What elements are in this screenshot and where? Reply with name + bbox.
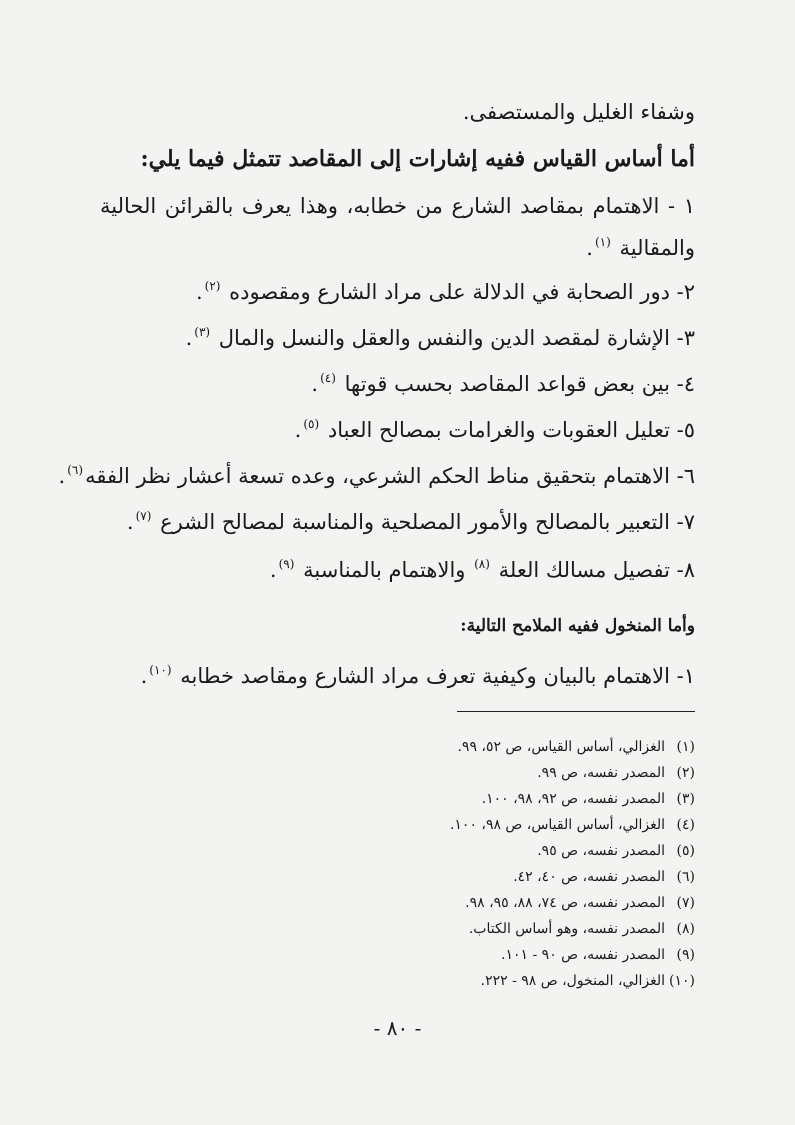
footnote-2 [100,763,695,783]
footnote-number: (١) [676,739,695,755]
item-text: ٦- الاهتمام بتحقيق مناط الحكم الشرعي، وعده تسعة أعشار نظر الفقه [85,464,695,488]
footnote-ref[interactable]: (١) [594,235,611,249]
footnote-ref[interactable]: (١٠) [149,663,172,677]
qiyas-item-7: ٧- التعبير بالمصالح والأمور المصلحية والمناسبة لمصالح الشرع $^{(٧)}$. [126,509,695,534]
item-text: ٢- دور الصحابة في الدلالة على مراد الشارع ومقصوده [229,280,695,304]
footnote-9 [100,945,695,965]
item-text: ٨- تفصيل مسالك العلة [498,558,695,582]
footnote-text: الغزالي، أساس القياس، ص ٩٨، ١٠٠. [449,817,665,833]
item-text: ٥- تعليل العقوبات والغرامات بمصالح العباد [327,418,695,442]
footnote-number: (٢) [676,765,695,781]
footnote-separator [457,711,695,712]
footnote-number: (٨) [676,921,695,937]
footnote-text: المصدر نفسه، وهو أساس الكتاب. [468,921,665,937]
footnote-number: (٩) [676,947,695,963]
footnote-6 [100,867,695,887]
item-text: ١ - الاهتمام بمقاصد الشارع من خطابه، وهذا يعرف بالقرائن الحالية [100,194,695,218]
footnote-ref[interactable]: (٩) [278,557,295,571]
footnote-number: (٤) [676,817,695,833]
footnote-ref[interactable]: (٢) [204,279,221,293]
footnote-ref[interactable]: (٨) [474,557,490,571]
footnote-number: (٦) [676,869,695,885]
qiyas-item-2: ٢- دور الصحابة في الدلالة على مراد الشارع ومقصوده $^{(٢)}$. [195,279,695,304]
footnote-8 [100,919,695,939]
footnote-ref[interactable]: (٧) [135,509,152,523]
qiyas-item-1-line-1 [100,192,695,220]
footnote-text: المصدر نفسه، ص ٩٥. [537,843,665,859]
qiyas-item-3: ٣- الإشارة لمقصد الدين والنفس والعقل والنسل والمال $^{(٣)}$. [185,325,695,350]
footnote-3 [100,789,695,809]
footnote-text: الغزالي، أساس القياس، ص ٥٢، ٩٩. [457,739,665,755]
item-text: والمقالية [619,236,695,260]
footnote-4 [100,815,695,835]
footnote-1 [100,737,695,757]
footnote-5 [100,841,695,861]
qiyas-item-4: ٤- بين بعض قواعد المقاصد بحسب قوتها $^{(٤)}$. [311,371,695,396]
item-text: ٤- بين بعض قواعد المقاصد بحسب قوتها [344,372,695,396]
item-text: ٣- الإشارة لمقصد الدين والنفس والعقل والنسل والمال [218,326,695,350]
footnote-number: (٧) [676,895,695,911]
intro-line [100,98,695,126]
qiyas-item-1-line-2: والمقالية $^{(١)}$. [586,235,695,260]
heading-text: أما أساس القياس ففيه إشارات إلى المقاصد تتمثل فيما يلي: [140,146,695,172]
footnote-text: المصدر نفسه، ص ٩٢، ٩٨، ١٠٠. [481,791,665,807]
qiyas-item-6: ٦- الاهتمام بتحقيق مناط الحكم الشرعي، وعده تسعة أعشار نظر الفقه$^{(٦)}$. [58,463,695,488]
footnote-number: (٣) [676,791,695,807]
footnote-ref[interactable]: (٦) [67,463,84,477]
item-text: والاهتمام بالمناسبة [303,558,466,582]
item-text: ٧- التعبير بالمصالح والأمور المصلحية والمناسبة لمصالح الشرع [160,510,695,534]
intro-text: وشفاء الغليل والمستصفى. [462,100,695,124]
qiyas-item-8: ٨- تفصيل مسالك العلة $^{(٨)}$ والاهتمام بالمناسبة $^{(٩)}$. [269,557,695,582]
footnote-10 [100,971,695,991]
mankhul-item-1: ١- الاهتمام بالبيان وكيفية تعرف مراد الشارع ومقاصد خطابه $^{(١٠)}$. [140,663,695,688]
footnote-number: (٥) [676,843,695,859]
section-heading-mankhul [100,612,695,640]
footnote-ref[interactable]: (٤) [320,371,336,385]
page-number: - ٨٠ - [373,1016,422,1040]
footnote-text: الغزالي، المنخول، ص ٩٨ - ٢٢٢. [480,973,665,989]
heading-text: وأما المنخول ففيه الملامح التالية: [460,616,695,636]
footnote-ref[interactable]: (٥) [303,417,320,431]
footnote-text: المصدر نفسه، ص ٧٤، ٨٨، ٩٥، ٩٨. [465,895,665,911]
footnote-number: (١٠) [669,973,695,989]
section-heading-qiyas [100,145,695,173]
footnote-text: المصدر نفسه، ص ٩٩. [537,765,665,781]
footnote-ref[interactable]: (٣) [194,325,211,339]
qiyas-item-5: ٥- تعليل العقوبات والغرامات بمصالح العباد $^{(٥)}$. [294,417,695,442]
footnote-text: المصدر نفسه، ص ٩٠ - ١٠١. [501,947,665,963]
footnote-7 [100,893,695,913]
item-text: ١- الاهتمام بالبيان وكيفية تعرف مراد الشارع ومقاصد خطابه [180,664,695,688]
footnote-text: المصدر نفسه، ص ٤٠، ٤٢. [513,869,665,885]
